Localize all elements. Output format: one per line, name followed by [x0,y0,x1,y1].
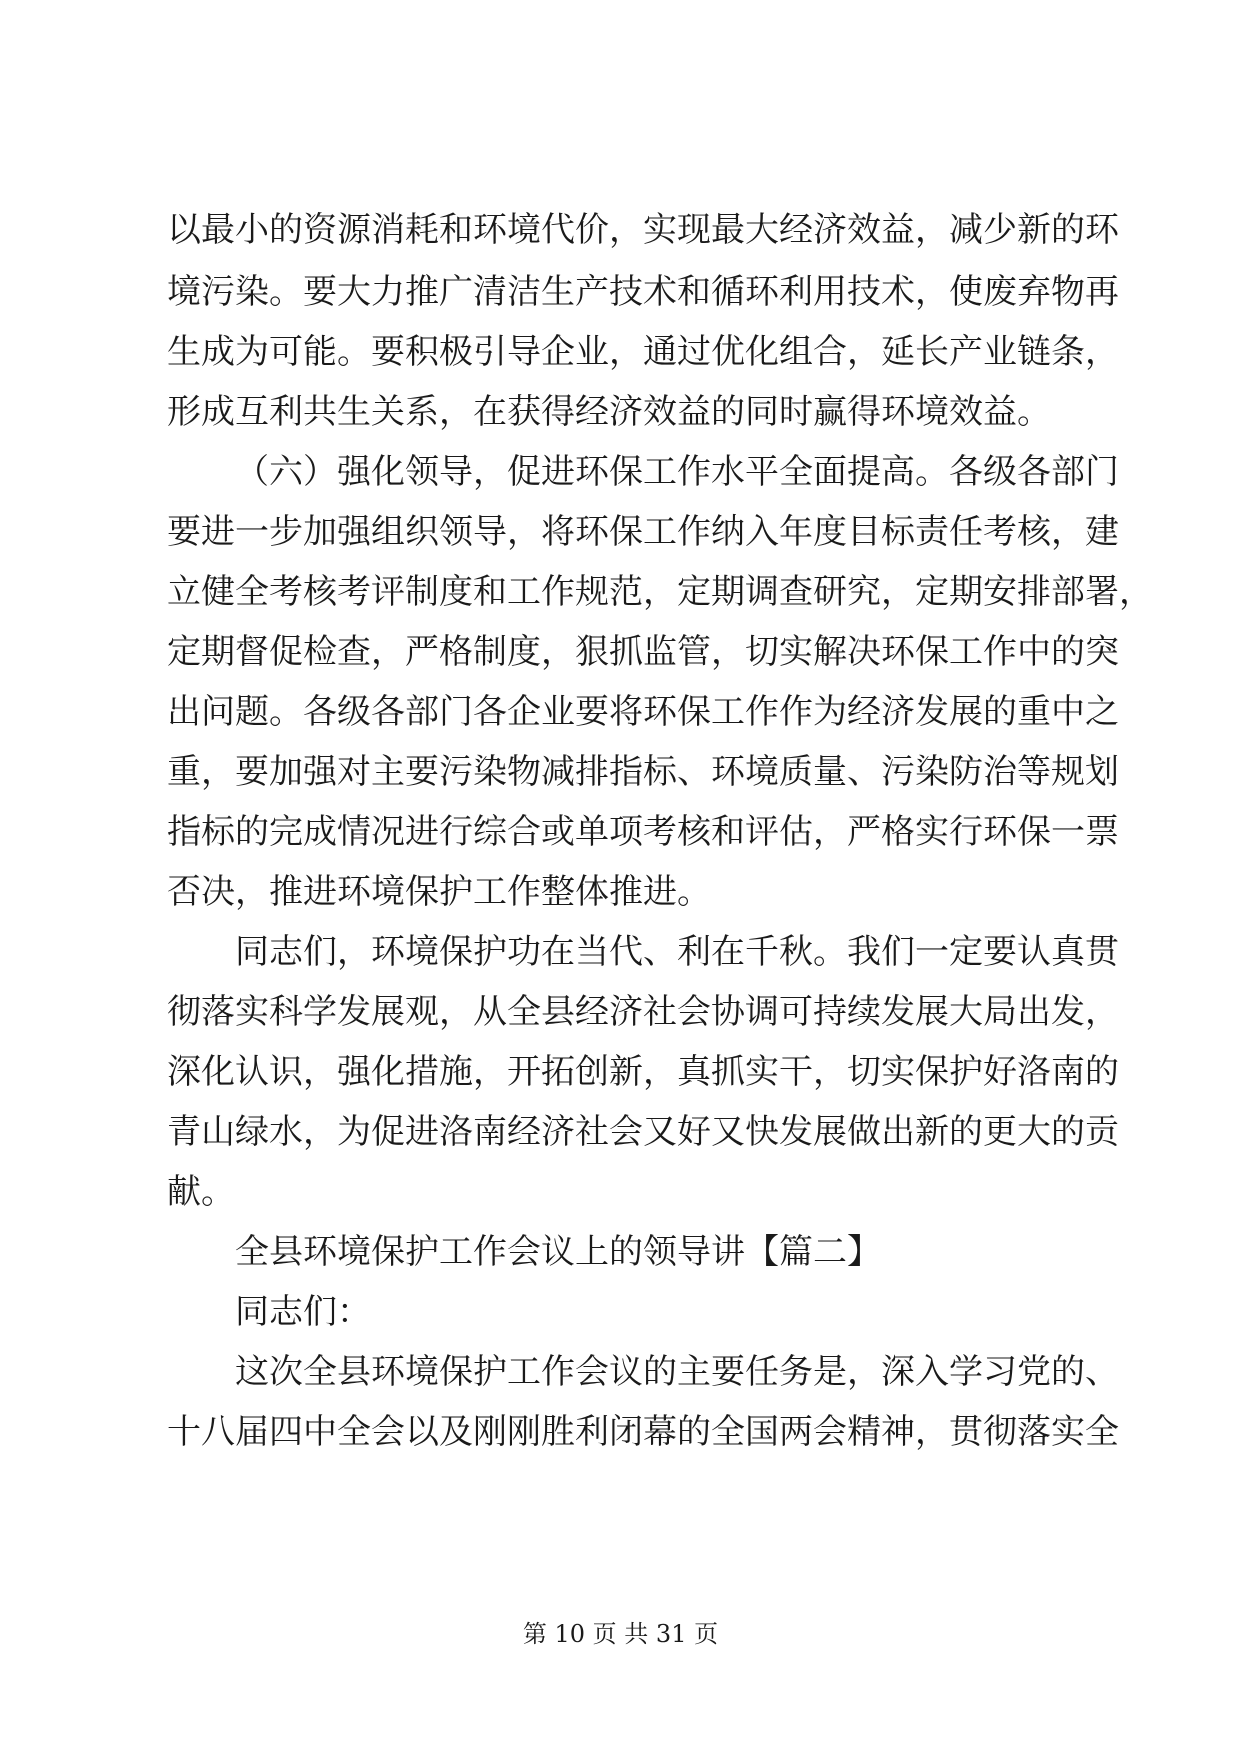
greeting-line: 同志们： [235,1292,371,1332]
text-line: 十八届四中全会以及刚刚胜利闭幕的全国两会精神，贯彻落实全 [167,1412,1119,1452]
text-line: 彻落实科学发展观，从全县经济社会协调可持续发展大局出发， [167,992,1119,1032]
text-line: 立健全考核考评制度和工作规范，定期调查研究，定期安排部署， [167,572,1153,612]
text-line: 这次全县环境保护工作会议的主要任务是，深入学习党的、 [235,1352,1119,1392]
text-line: 青山绿水，为促进洛南经济社会又好又快发展做出新的更大的贡 [167,1112,1119,1152]
text-line: 定期督促检查，严格制度，狠抓监管，切实解决环保工作中的突 [167,632,1119,672]
text-line: 深化认识，强化措施，开拓创新，真抓实干，切实保护好洛南的 [167,1052,1119,1092]
text-line: 否决，推进环境保护工作整体推进。 [167,872,711,912]
text-line: 重，要加强对主要污染物减排指标、环境质量、污染防治等规划 [167,752,1119,792]
text-line: 要进一步加强组织领导，将环保工作纳入年度目标责任考核，建 [167,512,1119,552]
page-number-footer: 第 10 页 共 31 页 [522,1620,719,1648]
text-line: 以最小的资源消耗和环境代价，实现最大经济效益，减少新的环 [167,210,1119,250]
text-line: 同志们，环境保护功在当代、利在千秋。我们一定要认真贯 [235,932,1119,972]
text-line: 生成为可能。要积极引导企业，通过优化组合，延长产业链条， [167,332,1119,372]
text-line: 出问题。各级各部门各企业要将环保工作作为经济发展的重中之 [167,692,1119,732]
text-line: 指标的完成情况进行综合或单项考核和评估，严格实行环保一票 [167,812,1119,852]
text-line: 境污染。要大力推广清洁生产技术和循环利用技术，使废弃物再 [167,272,1119,312]
text-line: 形成互利共生关系，在获得经济效益的同时赢得环境效益。 [167,392,1051,432]
text-line: 献。 [167,1172,235,1212]
section-six-heading-line: （六）强化领导，促进环保工作水平全面提高。各级各部门 [235,452,1119,492]
section-title: 全县环境保护工作会议上的领导讲【篇二】 [235,1232,881,1272]
